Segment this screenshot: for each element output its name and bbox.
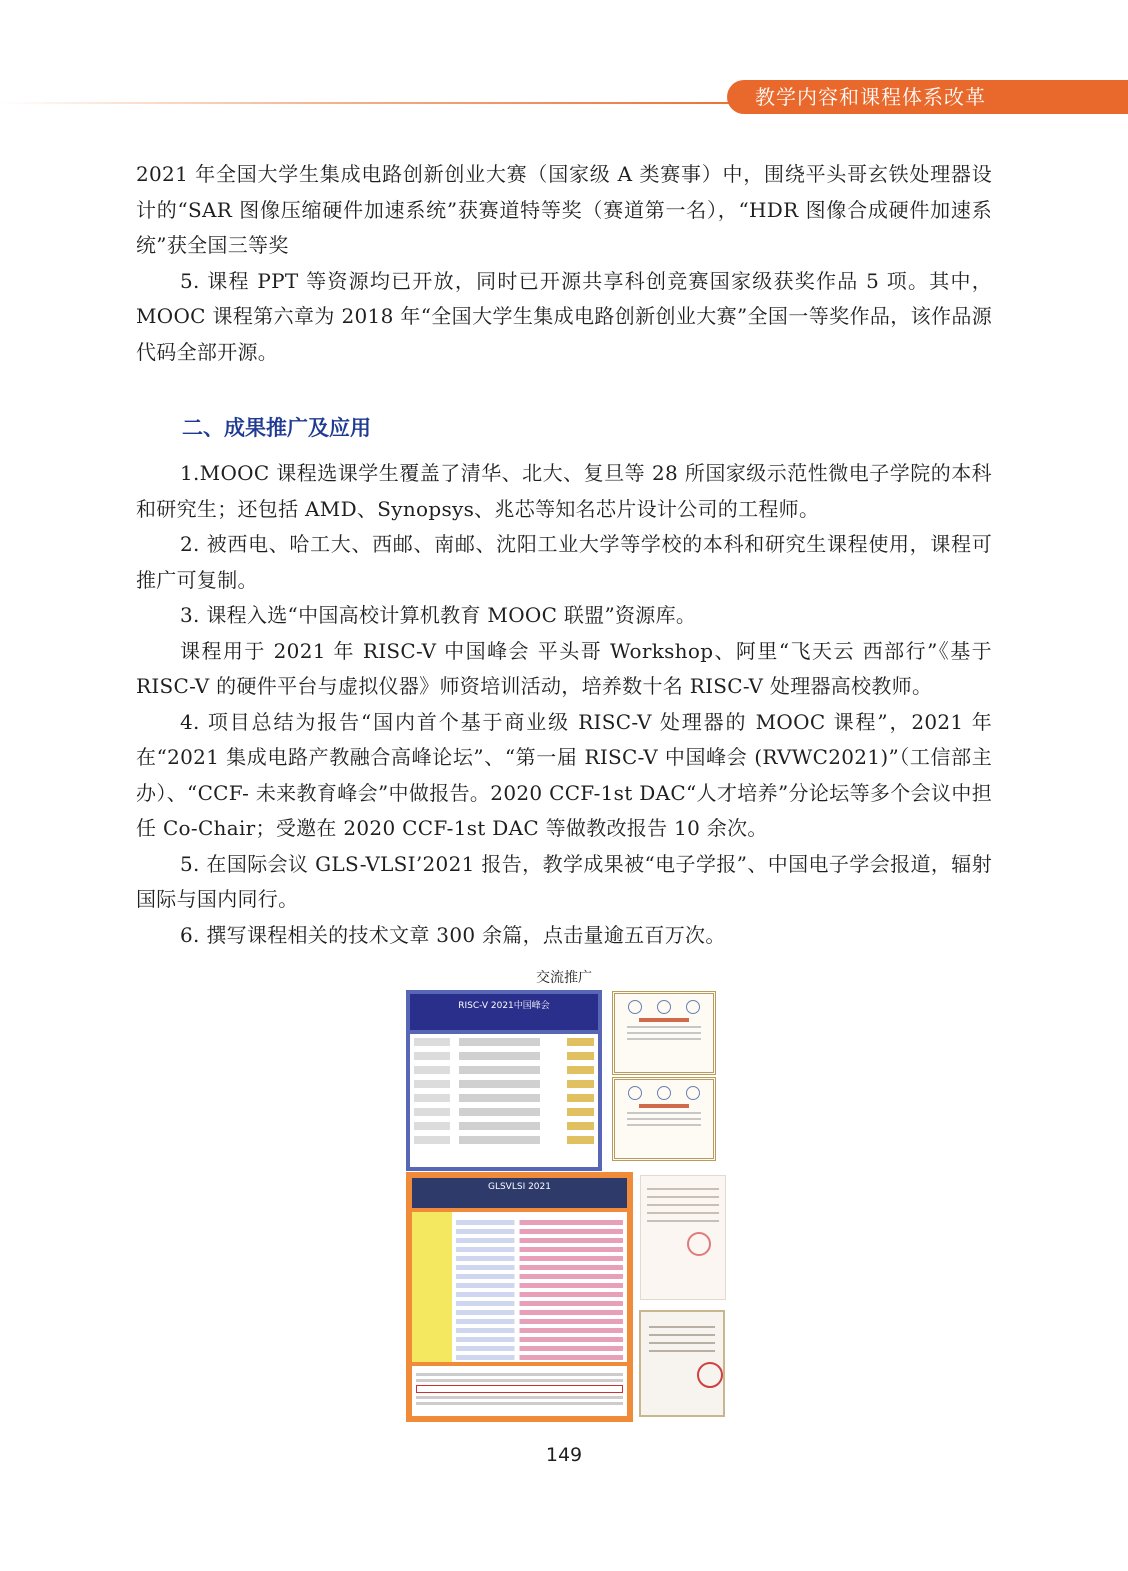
seal-icon (657, 1086, 671, 1100)
official-stamp-icon (687, 1232, 711, 1256)
chapter-header-tab: 教学内容和课程体系改革 (727, 80, 1128, 114)
risc-v-poster-header (410, 994, 598, 1030)
program-row (456, 1274, 623, 1279)
program-row (456, 1319, 623, 1324)
section-paragraph-7: 6. 撰写课程相关的技术文章 300 余篇，点击量逾五百万次。 (180, 922, 726, 947)
seal-icon (628, 1086, 642, 1100)
seal-icon (686, 1000, 700, 1014)
highlighted-session-row (416, 1385, 623, 1393)
program-row (456, 1283, 623, 1288)
official-stamp-icon (697, 1362, 723, 1388)
glsvlsi-title: GLSVLSI 2021 (487, 1182, 551, 1192)
schedule-row (414, 1122, 594, 1130)
glsvlsi-program-table (452, 1212, 627, 1362)
section-paragraph-4: 课程用于 2021 年 RISC-V 中国峰会 平头哥 Workshop、阿里“飞天云 西部行”《基于 RISC-V 的硬件平台与虚拟仪器》师资培训活动，培养数十名 RISC-V 处理器高校教师。 (136, 638, 992, 698)
program-row (456, 1256, 623, 1261)
page-number: 149 (545, 1444, 583, 1466)
program-row (456, 1355, 623, 1360)
schedule-row (414, 1038, 594, 1046)
program-row (456, 1220, 623, 1225)
certificate-of-appreciation-image-2 (612, 1077, 716, 1161)
risc-v-schedule-table (410, 1034, 598, 1167)
glsvlsi-session-table (412, 1366, 627, 1416)
section-paragraph-5: 4. 项目总结为报告“国内首个基于商业级 RISC-V 处理器的 MOOC 课程”，2021 年在“2021 集成电路产教融合高峰论坛”、“第一届 RISC-V 中国峰会 (RVWC2021)”（工信部主办）、“CCF- 未来教育峰会”中做报告。2020 CCF-1st DAC“人才培养”分论坛等多个会议中担任 Co-Chair；受邀在 2020 CCF-1st DAC 等做教改报告 10 余次。 (136, 709, 992, 840)
glsvlsi-header (412, 1178, 627, 1208)
schedule-row (414, 1136, 594, 1144)
program-row (456, 1238, 623, 1243)
intro-paragraph-1: 2021 年全国大学生集成电路创新创业大赛（国家级 A 类赛事）中，围绕平头哥玄铁处理器设计的“SAR 图像压缩硬件加速系统”获赛道特等奖（赛道第一名），“HDR 图像合成硬件加速系统”获全国三等奖 (136, 162, 992, 257)
intro-paragraph-2: 5. 课程 PPT 等资源均已开放，同时已开源共享科创竞赛国家级获奖作品 5 项。其中，MOOC 课程第六章为 2018 年“全国大学生集成电路创新创业大赛”全国一等奖作品，该作品源代码全部开源。 (136, 268, 992, 364)
schedule-row (414, 1108, 594, 1116)
section-heading: 二、成果推广及应用 (182, 416, 371, 440)
section-paragraph-3: 3. 课程入选“中国高校计算机教育 MOOC 联盟”资源库。 (180, 603, 697, 627)
program-row (456, 1310, 623, 1315)
seal-icon (686, 1086, 700, 1100)
program-row (456, 1247, 623, 1252)
glsvlsi-sidebar (412, 1212, 452, 1362)
certificate-title-bar (639, 1018, 689, 1022)
schedule-row (414, 1066, 594, 1074)
section-paragraph-2: 2. 被西电、哈工大、西邮、南邮、沈阳工业大学等学校的本科和研究生课程使用，课程可推广可复制。 (136, 532, 992, 592)
schedule-row (414, 1080, 594, 1088)
schedule-row (414, 1094, 594, 1102)
glsvlsi-2021-program-image (406, 1172, 633, 1422)
certificate-title-bar (639, 1104, 689, 1108)
program-row (456, 1265, 623, 1270)
program-row (456, 1328, 623, 1333)
program-row (456, 1346, 623, 1351)
section-paragraph-6: 5. 在国际会议 GLS-VLSI’2021 报告，教学成果被“电子学报”、中国电子学会报道，辐射国际与国内同行。 (136, 851, 992, 911)
mooc-alliance-selection-letter-image (640, 1175, 726, 1300)
seal-icon (657, 1000, 671, 1014)
schedule-row (414, 1052, 594, 1060)
section-paragraph-1: 1.MOOC 课程选课学生覆盖了清华、北大、复旦等 28 所国家级示范性微电子学院的本科和研究生；还包括 AMD、Synopsys、兆芯等知名芯片设计公司的工程师。 (136, 461, 992, 521)
program-row (456, 1301, 623, 1306)
award-certificate-image (639, 1310, 725, 1417)
figure-caption: 交流推广 (536, 970, 592, 986)
program-row (456, 1229, 623, 1234)
program-row (456, 1337, 623, 1342)
program-row (456, 1292, 623, 1297)
risc-v-poster-title: RISC-V 2021中国峰会 (458, 1001, 550, 1011)
main-content (136, 157, 992, 953)
certificate-of-appreciation-image-1 (612, 991, 716, 1075)
risc-v-summit-poster-image (406, 990, 602, 1171)
seal-icon (628, 1000, 642, 1014)
